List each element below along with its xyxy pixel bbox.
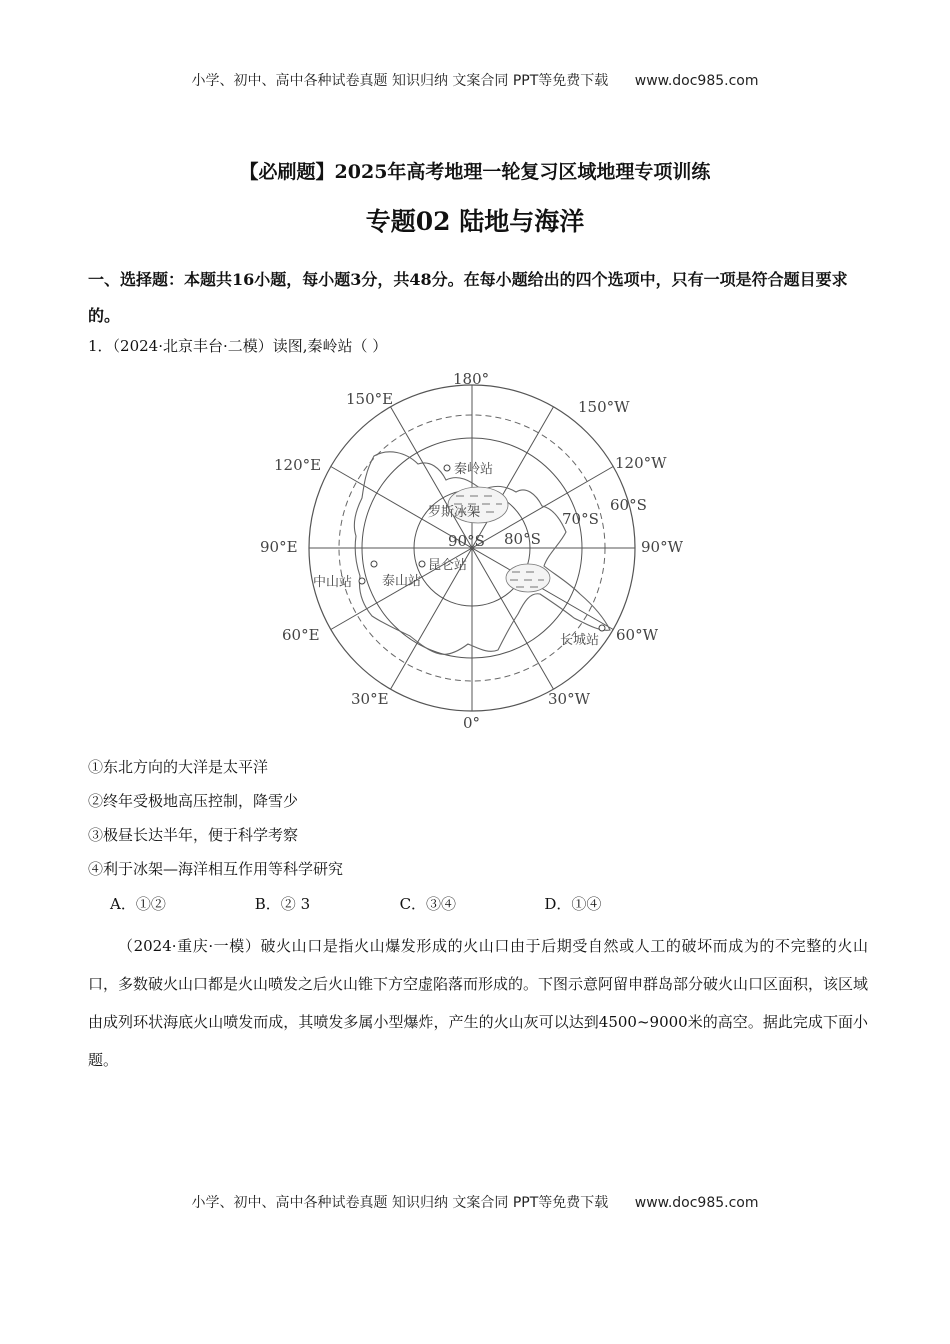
changcheng-station-marker bbox=[599, 625, 605, 631]
option-4: ④利于冰架—海洋相互作用等科学研究 bbox=[88, 860, 344, 878]
question-2-passage: （2024·重庆·一模）破火山口是指火山爆发形成的火山口由于后期受自然或人工的破坏而成为的不完整的火山口，多数破火山口都是火山喷发之后火山锥下方空虚陷落而形成的。下图示意阿留申群岛部分破火山口区面积，该区域由成列环状海底火山喷发而成，其喷发多属小型爆炸，产生的火山灰可以达到4500~9000米的高空。据此完成下面小题。 bbox=[88, 937, 869, 1069]
choice-c[interactable]: C．③④ bbox=[399, 895, 457, 913]
question-1-stem: 1．（2024·北京丰台·二模）读图,秦岭站（ ） bbox=[88, 337, 388, 355]
place-label-kunlun: 昆仑站 bbox=[428, 558, 468, 573]
header-text: 小学、初中、高中各种试卷真题 知识归纳 文案合同 PPT等免费下载 bbox=[191, 73, 609, 89]
page-footer bbox=[0, 1192, 950, 1212]
choice-b[interactable]: B．② 3 bbox=[254, 895, 311, 913]
lon-label-60w: 60°W bbox=[616, 626, 659, 644]
footer-site-link[interactable]: www.doc985.com bbox=[634, 1195, 759, 1211]
footer-text: 小学、初中、高中各种试卷真题 知识归纳 文案合同 PPT等免费下载 bbox=[191, 1195, 609, 1211]
header-site-link[interactable]: www.doc985.com bbox=[634, 73, 759, 89]
lat-label-90s: 90°S bbox=[448, 532, 485, 550]
place-label-qinling: 秦岭站 bbox=[454, 462, 494, 477]
lon-label-180: 180° bbox=[453, 370, 490, 388]
kunlun-station-marker bbox=[419, 561, 425, 567]
ronne-ice-shelf bbox=[506, 564, 550, 592]
lon-label-150e: 150°E bbox=[346, 390, 394, 408]
lat-label-60s: 60°S bbox=[610, 496, 647, 514]
lon-label-120e: 120°E bbox=[274, 456, 322, 474]
lat-label-80s: 80°S bbox=[504, 530, 541, 548]
place-label-ross-ice-shelf: 罗斯冰架 bbox=[428, 505, 481, 520]
zhongshan-station-marker bbox=[359, 578, 365, 584]
lon-label-120w: 120°W bbox=[615, 454, 667, 472]
answer-choices bbox=[110, 893, 730, 914]
lon-label-60e: 60°E bbox=[282, 626, 320, 644]
choice-d[interactable]: D．①④ bbox=[544, 895, 602, 913]
lon-label-30w: 30°W bbox=[548, 690, 591, 708]
place-label-changcheng: 长城站 bbox=[560, 633, 600, 648]
lon-label-90w: 90°W bbox=[641, 538, 684, 556]
option-3: ③极昼长达半年，便于科学考察 bbox=[88, 826, 299, 844]
place-label-zhongshan: 中山站 bbox=[313, 575, 353, 590]
taishan-station-marker bbox=[371, 561, 377, 567]
choice-a[interactable]: A．①② bbox=[110, 895, 166, 913]
document-title: 【必刷题】2025年高考地理一轮复习区域地理专项训练 bbox=[239, 161, 711, 183]
lat-label-70s: 70°S bbox=[562, 510, 599, 528]
option-2: ②终年受极地高压控制，降雪少 bbox=[88, 792, 299, 810]
option-1: ①东北方向的大洋是太平洋 bbox=[88, 758, 269, 776]
qinling-station-marker bbox=[444, 465, 450, 471]
lon-label-30e: 30°E bbox=[351, 690, 389, 708]
section-instructions: 一、选择题：本题共16小题，每小题3分，共48分。在每小题给出的四个选项中，只有一项是符合题目要求的。 bbox=[88, 270, 848, 325]
page-header bbox=[0, 70, 950, 90]
antarctica-polar-map bbox=[248, 368, 688, 734]
document-subtitle: 专题02 陆地与海洋 bbox=[365, 207, 585, 236]
lon-label-150w: 150°W bbox=[578, 398, 630, 416]
lon-label-0: 0° bbox=[463, 714, 481, 732]
lon-label-90e: 90°E bbox=[260, 538, 298, 556]
place-label-taishan: 泰山站 bbox=[382, 574, 422, 589]
